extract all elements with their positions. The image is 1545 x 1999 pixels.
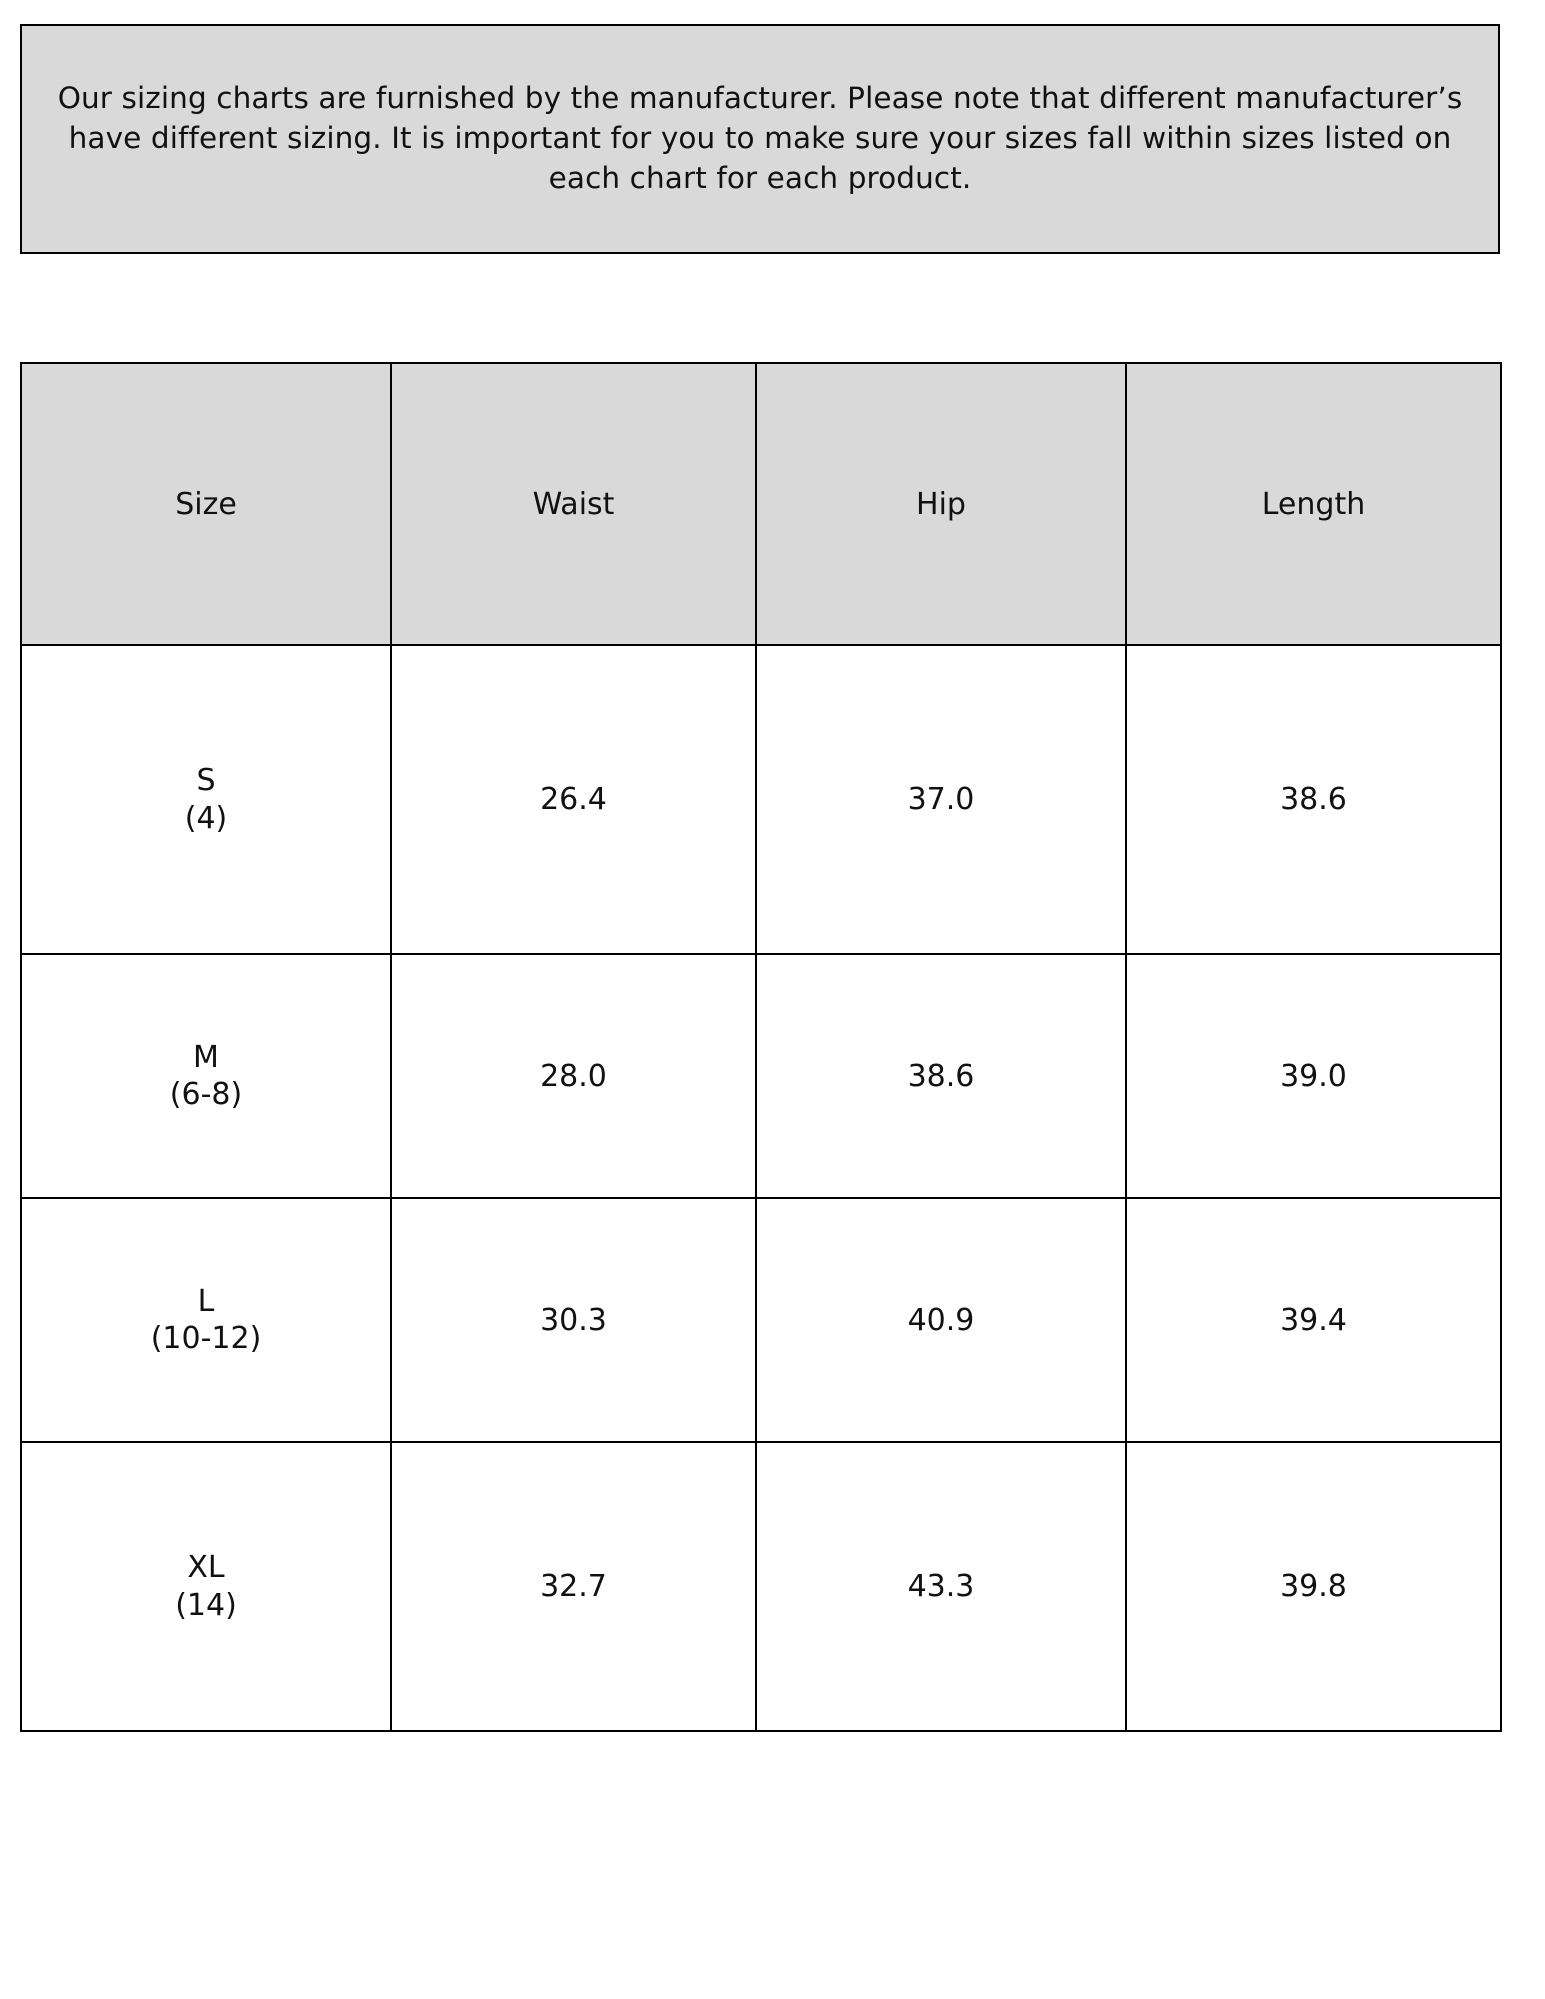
size-number: (6-8) xyxy=(169,1077,243,1112)
waist-value: 28.0 xyxy=(540,1058,607,1094)
table-row xyxy=(21,1198,1501,1442)
cell-waist xyxy=(391,954,756,1198)
cell-waist xyxy=(391,645,756,954)
length-value: 39.0 xyxy=(1280,1058,1347,1094)
column-header-length: Length xyxy=(1126,363,1501,645)
waist-value: 26.4 xyxy=(540,782,607,817)
cell-length xyxy=(1126,1198,1501,1442)
cell-hip xyxy=(756,645,1126,954)
cell-hip xyxy=(756,954,1126,1198)
size-chart-table xyxy=(20,362,1502,1732)
cell-waist xyxy=(391,1442,756,1731)
hip-value: 37.0 xyxy=(907,782,975,817)
hip-value: 43.3 xyxy=(907,1569,975,1604)
size-letter: S xyxy=(196,763,216,798)
sizing-disclaimer-text: Our sizing charts are furnished by the manufacturer. Please note that different manufacturer’s have different sizing. It is important for you to make sure your sizes fall within sizes listed on each chart for each product. xyxy=(57,81,1463,195)
cell-hip xyxy=(756,1198,1126,1442)
waist-value: 30.3 xyxy=(540,1302,607,1338)
column-header-size: Size xyxy=(21,363,391,645)
length-value: 38.6 xyxy=(1280,782,1347,817)
size-number: (4) xyxy=(184,800,228,836)
cell-size xyxy=(21,1442,391,1731)
table-row xyxy=(21,645,1501,954)
size-chart-header-row-group xyxy=(21,363,1501,645)
size-number: (14) xyxy=(175,1587,237,1623)
hip-value: 38.6 xyxy=(907,1058,975,1094)
size-letter: M xyxy=(193,1039,219,1075)
size-number: (10-12) xyxy=(150,1321,262,1356)
cell-waist xyxy=(391,1198,756,1442)
cell-size xyxy=(21,1198,391,1442)
cell-length xyxy=(1126,1442,1501,1731)
length-value: 39.4 xyxy=(1280,1302,1347,1338)
size-chart-body xyxy=(21,645,1501,1731)
table-header-row xyxy=(21,363,1501,645)
hip-value: 40.9 xyxy=(907,1302,975,1338)
size-letter: L xyxy=(197,1283,215,1319)
cell-size xyxy=(21,954,391,1198)
table-row xyxy=(21,954,1501,1198)
column-header-hip: Hip xyxy=(756,363,1126,645)
size-chart-table-wrapper xyxy=(20,362,1500,1732)
length-value: 39.8 xyxy=(1280,1569,1347,1604)
cell-hip xyxy=(756,1442,1126,1731)
cell-length xyxy=(1126,645,1501,954)
column-header-waist: Waist xyxy=(391,363,756,645)
waist-value: 32.7 xyxy=(540,1569,607,1604)
sizing-disclaimer-box xyxy=(20,24,1500,254)
size-letter: XL xyxy=(187,1550,225,1585)
cell-size xyxy=(21,645,391,954)
cell-length xyxy=(1126,954,1501,1198)
table-row xyxy=(21,1442,1501,1731)
